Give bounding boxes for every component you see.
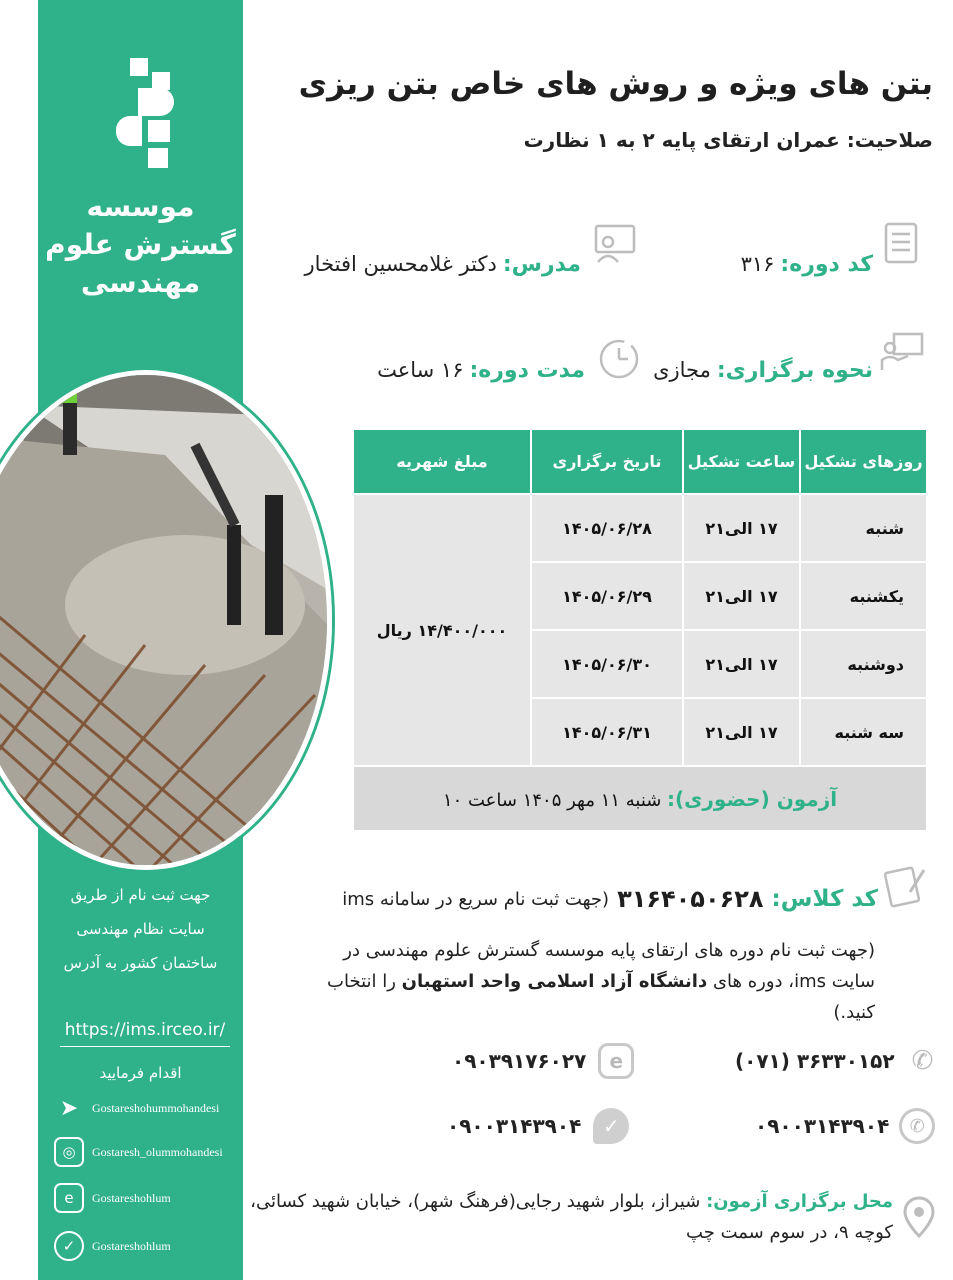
- contact-phone[interactable]: [735, 1040, 941, 1082]
- time-cell: ۱۷ الی۲۱: [684, 631, 799, 697]
- duration-value: ۱۶ ساعت: [377, 358, 464, 382]
- phone-number: (۰۷۱) ۳۶۳۳۰۱۵۲: [735, 1049, 895, 1073]
- fee-cell: ۱۴/۴۰۰/۰۰۰ ریال: [354, 495, 530, 765]
- day-cell: سه شنبه: [801, 699, 926, 765]
- class-code-label: کد کلاس:: [771, 886, 878, 912]
- social-instagram[interactable]: [54, 1134, 234, 1170]
- instructor-label: مدرس:: [502, 251, 581, 277]
- contact-bale[interactable]: [447, 1105, 629, 1147]
- class-code-row: [342, 876, 878, 922]
- exam-label: آزمون (حضوری):: [666, 786, 838, 811]
- time-cell: ۱۷ الی۲۱: [684, 699, 799, 765]
- date-cell: ۱۴۰۵/۰۶/۲۸: [532, 495, 682, 561]
- day-cell: شنبه: [801, 495, 926, 561]
- duration-row: [377, 348, 585, 392]
- social-handle: Gostareshohummohandesi: [92, 1100, 220, 1115]
- header-time: ساعت تشکیل: [684, 430, 799, 493]
- presentation-icon: [880, 330, 926, 376]
- date-cell: ۱۴۰۵/۰۶/۳۱: [532, 699, 682, 765]
- class-code-note: (جهت ثبت نام سریع در سامانه ims: [342, 888, 610, 910]
- mode-label: نحوه برگزاری:: [716, 357, 873, 383]
- checklist-icon: [878, 220, 924, 266]
- exam-cell: [354, 767, 926, 830]
- location-pin-icon: [902, 1196, 936, 1240]
- ims-link[interactable]: https://ims.irceo.ir/: [60, 1013, 230, 1047]
- register-instructions: [38, 878, 243, 980]
- contact-whatsapp[interactable]: [755, 1105, 935, 1147]
- institute-name: [38, 188, 243, 302]
- header-date: تاریخ برگزاری: [532, 430, 682, 493]
- brand-line: موسسه: [86, 190, 195, 223]
- note-part: (جهت ثبت نام دوره های ارتقای پایه موسسه گسترش علوم مهندسی در سایت ims، دوره های: [343, 940, 875, 992]
- telegram-icon: ➤: [59, 1095, 79, 1121]
- phone-icon: ✆: [911, 1046, 934, 1076]
- schedule-table: [352, 428, 928, 832]
- contact-eitaa[interactable]: [452, 1040, 634, 1082]
- date-cell: ۱۴۰۵/۰۶/۳۰: [532, 631, 682, 697]
- institute-logo: [108, 58, 188, 170]
- registration-note: [315, 935, 875, 1028]
- bale-number: ۰۹۰۰۳۱۴۳۹۰۴: [447, 1114, 582, 1138]
- register-line: ساختمان کشور به آدرس: [63, 954, 218, 972]
- course-code-value: ۳۱۶: [740, 252, 775, 276]
- exam-location: [243, 1186, 893, 1248]
- instagram-icon: ◎: [54, 1137, 84, 1167]
- header-days: روزهای تشکیل: [801, 430, 926, 493]
- mode-value: مجازی: [653, 358, 711, 382]
- whatsapp-icon: ✆: [899, 1108, 935, 1144]
- course-code-label: کد دوره:: [780, 251, 873, 277]
- page-subtitle: صلاحیت: عمران ارتقای پایه ۲ به ۱ نظارت: [523, 128, 933, 152]
- location-value: شیراز، بلوار شهید رجایی(فرهنگ شهر)، خیابان شهید کسائی، کوچه ۹، در سوم سمت چپ: [250, 1191, 893, 1243]
- duration-label: مدت دوره:: [469, 357, 585, 383]
- concrete-photo: [0, 370, 332, 870]
- register-line: جهت ثبت نام از طریق: [70, 886, 211, 904]
- mode-row: [653, 348, 873, 392]
- social-telegram[interactable]: [54, 1090, 234, 1126]
- bale-icon: ✓: [54, 1231, 84, 1261]
- table-header-row: [354, 430, 926, 493]
- eitaa-icon: e: [54, 1183, 84, 1213]
- time-cell: ۱۷ الی۲۱: [684, 495, 799, 561]
- register-line: سایت نظام مهندسی: [76, 920, 205, 938]
- note-part: را انتخاب کنید.): [327, 971, 875, 1023]
- day-cell: دوشنبه: [801, 631, 926, 697]
- header-fee: مبلغ شهریه: [354, 430, 530, 493]
- bale-icon: ✓: [593, 1108, 629, 1144]
- table-row: [354, 495, 926, 561]
- time-cell: ۱۷ الی۲۱: [684, 563, 799, 629]
- social-bale[interactable]: [54, 1228, 234, 1264]
- date-cell: ۱۴۰۵/۰۶/۲۹: [532, 563, 682, 629]
- page-title: بتن های ویژه و روش های خاص بتن ریزی: [298, 66, 933, 102]
- university-name: دانشگاه آزاد اسلامی واحد استهبان: [401, 971, 708, 992]
- exam-row: [354, 767, 926, 830]
- social-handle: Gostareshohlum: [92, 1190, 171, 1205]
- brand-line: گسترش علوم: [45, 228, 236, 261]
- whatsapp-number: ۰۹۰۰۳۱۴۳۹۰۴: [755, 1114, 890, 1138]
- note-pen-icon: [882, 862, 928, 908]
- social-handle: Gostaresh_olummohandesi: [92, 1144, 223, 1159]
- social-eitaa[interactable]: [54, 1180, 234, 1216]
- clock-icon: [596, 336, 642, 382]
- eitaa-icon: e: [598, 1043, 634, 1079]
- instructor-row: [305, 242, 581, 286]
- class-code-value: ۳۱۶۴۰۵۰۶۲۸: [617, 885, 764, 913]
- teacher-icon: [592, 220, 638, 266]
- location-label: محل برگزاری آزمون:: [706, 1191, 893, 1212]
- exam-value: شنبه ۱۱ مهر ۱۴۰۵ ساعت ۱۰: [442, 789, 662, 811]
- call-to-action: اقدام فرمایید: [99, 1064, 182, 1082]
- day-cell: یکشنبه: [801, 563, 926, 629]
- eitaa-number: ۰۹۰۳۹۱۷۶۰۲۷: [452, 1049, 587, 1073]
- instructor-value: دکتر غلامحسین افتخار: [304, 252, 497, 276]
- course-code-row: [741, 242, 873, 286]
- social-handle: Gostareshohlum: [92, 1238, 171, 1253]
- brand-line: مهندسی: [80, 266, 201, 299]
